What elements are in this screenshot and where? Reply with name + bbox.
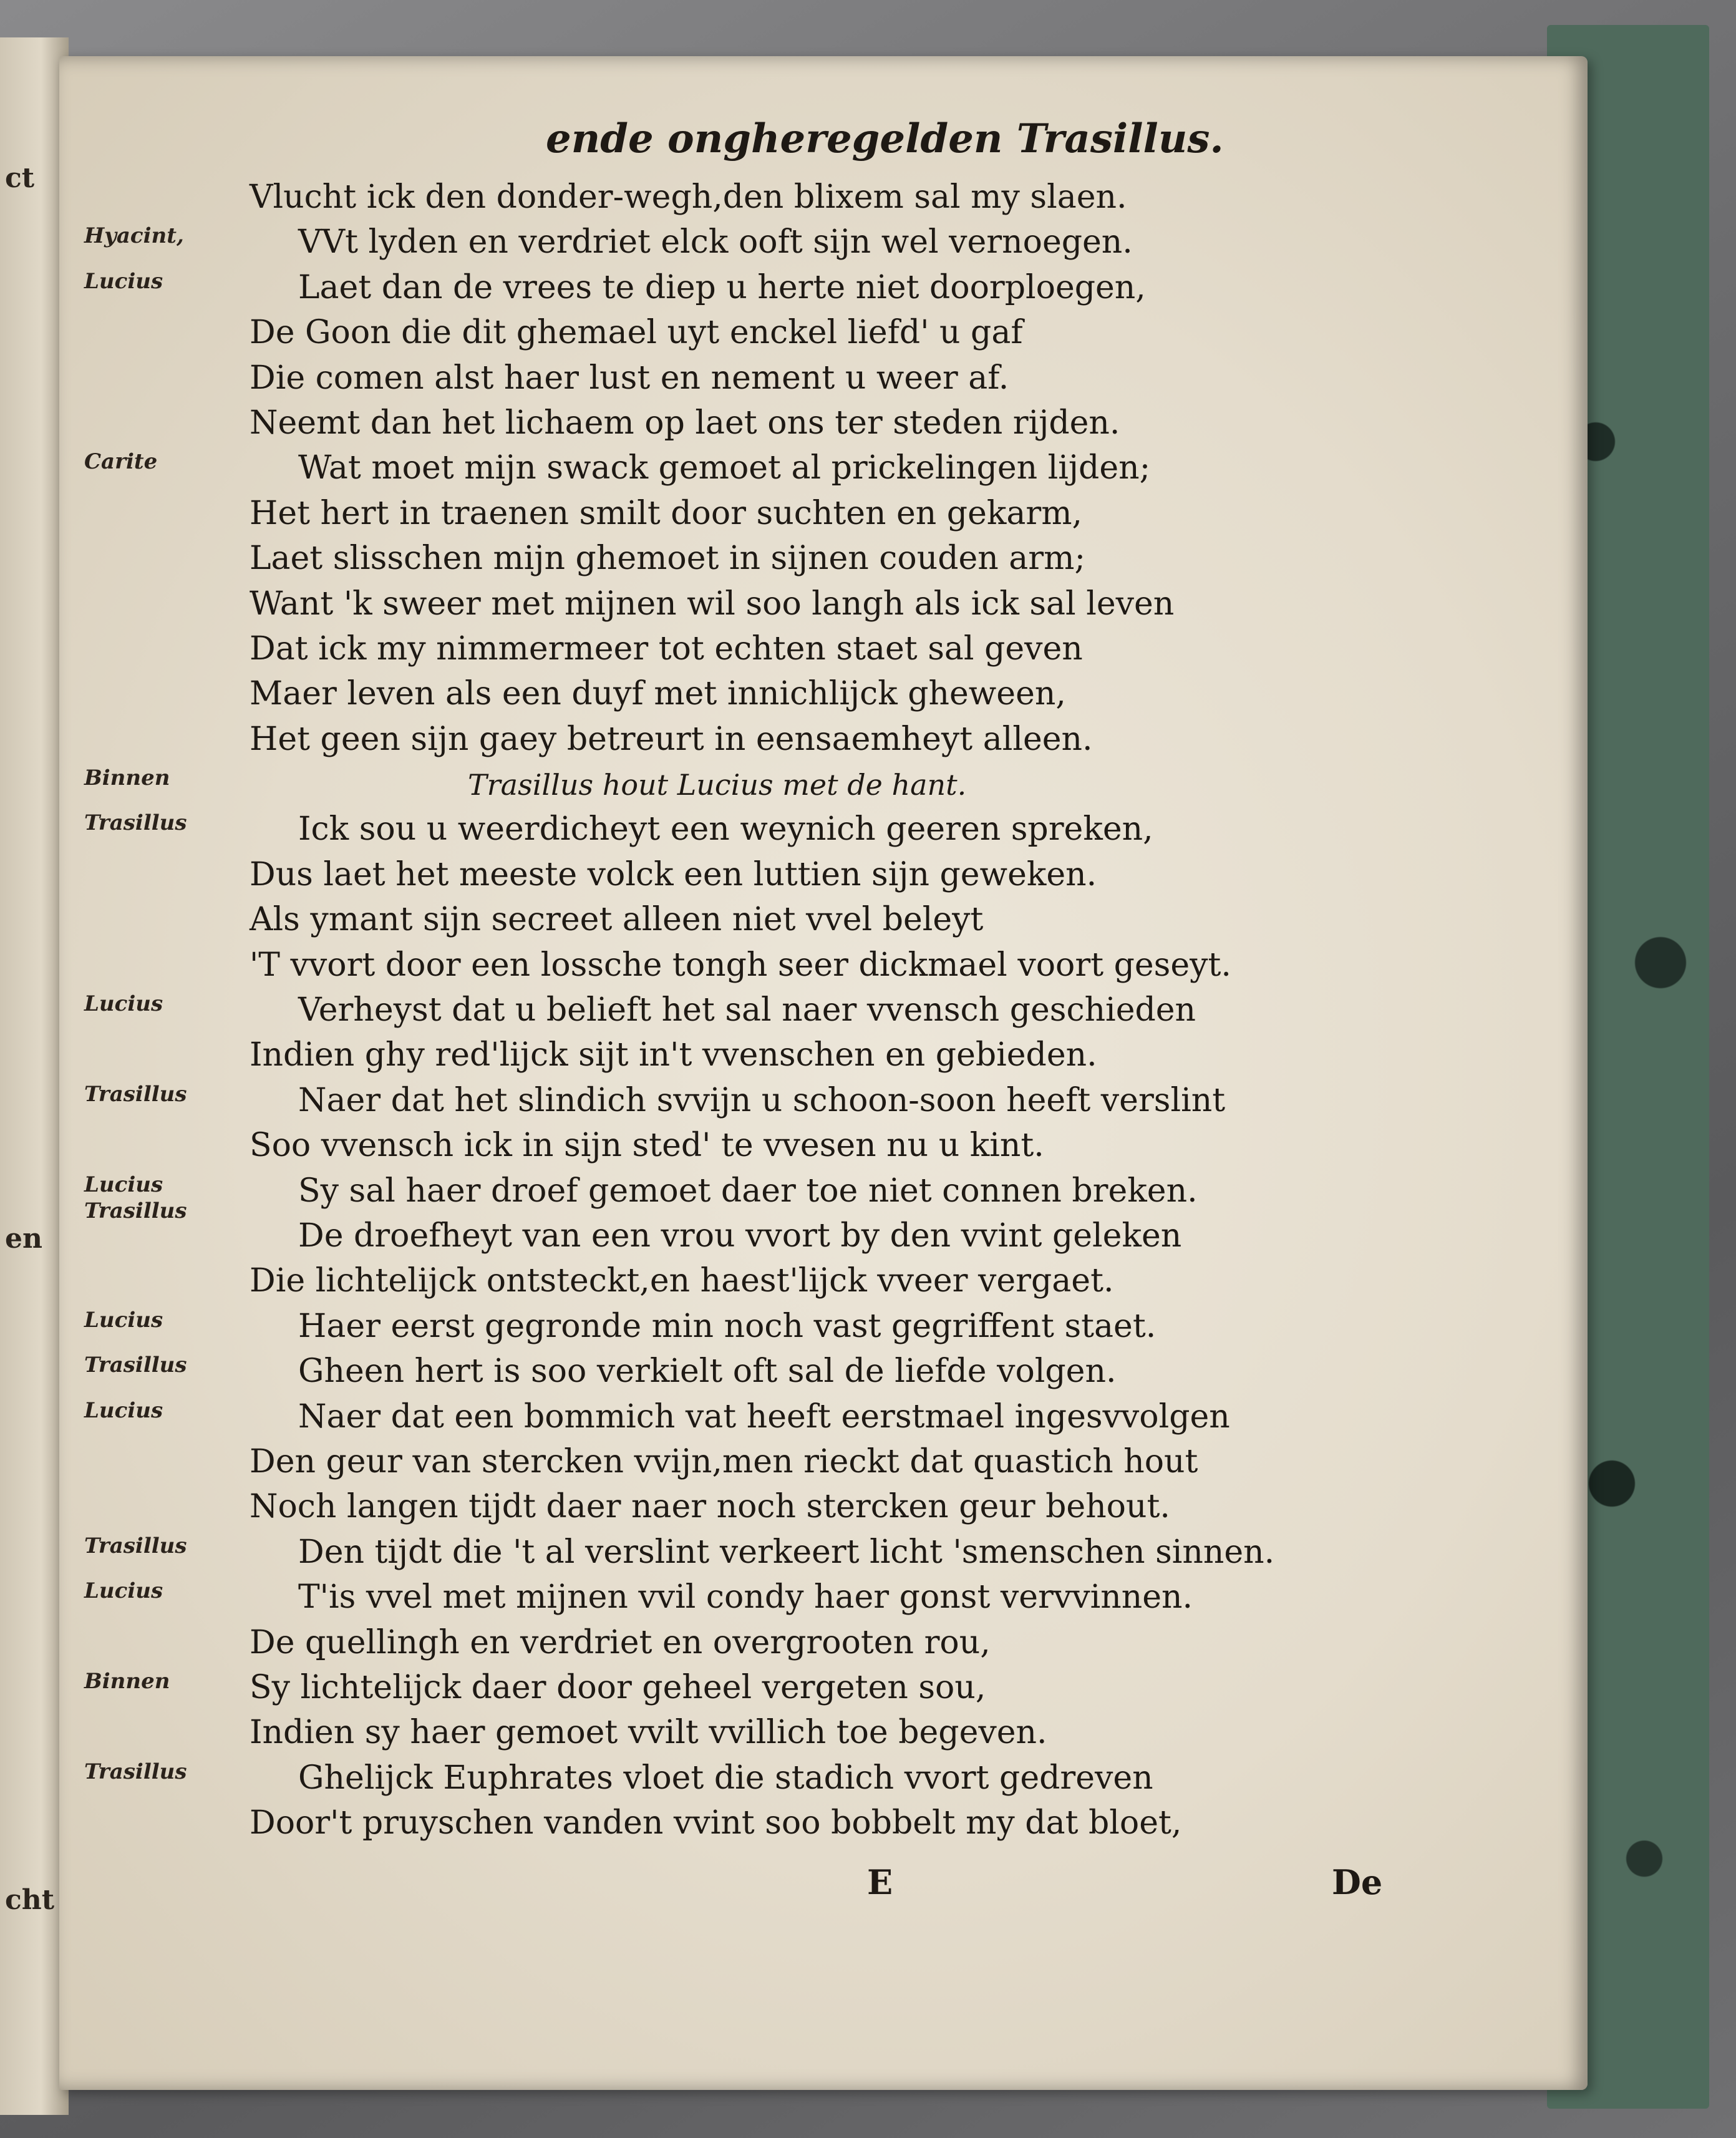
speaker-label: Trasillus	[84, 1081, 187, 1107]
speaker-label: Lucius	[84, 1172, 163, 1197]
verse-line	[250, 310, 1559, 355]
line-text: Indien ghy red'lijck sijt in't vvenschen en gebieden.	[250, 1036, 1097, 1074]
verse-line	[250, 491, 1559, 536]
verse-line	[250, 1710, 1559, 1755]
verse-line	[250, 671, 1559, 716]
verse-line	[250, 852, 1559, 897]
line-text: Die lichtelijck ontsteckt,en haest'lijck vveer vergaet.	[250, 1262, 1114, 1300]
line-text: Trasillus hout Lucius met de hant.	[468, 768, 967, 802]
line-text: Sy lichtelijck daer door geheel vergeten sou,	[250, 1668, 986, 1706]
left-page-fragment: en	[5, 1223, 42, 1255]
verse-line	[250, 1439, 1559, 1484]
speaker-label: Lucius	[84, 1578, 163, 1604]
speaker-label: Lucius	[84, 268, 163, 294]
line-text: Laet dan de vrees te diep u herte niet doorploegen,	[298, 268, 1146, 306]
line-text: Den geur van stercken vvijn,men rieckt dat quastich hout	[250, 1442, 1198, 1480]
line-text: Soo vvensch ick in sijn sted' te vvesen nu u kint.	[250, 1127, 1044, 1165]
line-text: De quellingh en verdriet en overgrooten rou,	[250, 1623, 991, 1661]
speaker-label: Trasillus	[84, 1759, 187, 1784]
line-text: Ghelijck Euphrates vloet die stadich vvort gedreven	[298, 1759, 1153, 1797]
verse-line	[84, 1530, 1559, 1575]
line-text: 'T vvort door een lossche tongh seer dickmael voort geseyt.	[250, 946, 1231, 984]
line-text: Neemt dan het lichaem op laet ons ter steden rijden.	[250, 404, 1120, 442]
speaker-label: Hyacint,	[84, 223, 184, 249]
speaker-label: Binnen	[84, 1668, 170, 1694]
speaker-label: Lucius	[84, 991, 163, 1017]
stage-direction	[84, 762, 1559, 807]
left-page-fragment: ct	[5, 162, 35, 194]
line-text: De droefheyt van een vrou vvort by den vvint geleken	[298, 1217, 1182, 1255]
line-text: Maer leven als een duyf met innichlijck gheween,	[250, 675, 1066, 713]
speaker-label: Lucius	[84, 1397, 163, 1423]
signature-mark: E	[867, 1862, 893, 1902]
verse-text	[84, 175, 1559, 1845]
line-text: Indien sy haer gemoet vvilt vvillich toe begeven.	[250, 1714, 1047, 1752]
line-text: Door't pruyschen vanden vvint soo bobbelt my dat bloet,	[250, 1804, 1182, 1842]
verse-line	[250, 175, 1559, 220]
verse-line	[250, 717, 1559, 762]
line-text: Laet slisschen mijn ghemoet in sijnen couden arm;	[250, 540, 1085, 578]
line-text: Die comen alst haer lust en nement u weer af.	[250, 359, 1009, 397]
verse-line	[250, 626, 1559, 671]
line-text: Het hert in traenen smilt door suchten en gekarm,	[250, 494, 1083, 532]
book-page	[59, 56, 1588, 2090]
line-text: Haer eerst gegronde min noch vast gegriffent staet.	[298, 1307, 1157, 1345]
verse-line	[84, 988, 1559, 1033]
line-text: De Goon die dit ghemael uyt enckel liefd' u gaf	[250, 314, 1023, 352]
speaker-label: Trasillus	[84, 810, 187, 836]
verse-line	[84, 265, 1559, 310]
verse-line	[250, 1123, 1559, 1168]
line-text: Den tijdt die 't al verslint verkeert licht 'smenschen sinnen.	[298, 1533, 1275, 1571]
line-text: Als ymant sijn secreet alleen niet vvel beleyt	[250, 901, 984, 939]
line-text: T'is vvel met mijnen vvil condy haer gonst vervvinnen.	[298, 1578, 1193, 1616]
running-head: ende ongheregelden Trasillus.	[546, 115, 1224, 162]
verse-line	[84, 1169, 1559, 1223]
verse-line	[250, 1258, 1559, 1303]
line-text: Wat moet mijn swack gemoet al prickelingen lijden;	[298, 449, 1151, 487]
verse-line	[84, 1304, 1559, 1349]
line-text: Sy sal haer droef gemoet daer toe niet connen breken.	[298, 1172, 1198, 1210]
verse-line	[84, 1756, 1559, 1800]
line-text: Dus laet het meeste volck een luttien sijn geweken.	[250, 855, 1097, 893]
verse-line	[250, 401, 1559, 445]
line-text: Gheen hert is soo verkielt oft sal de liefde volgen.	[298, 1353, 1117, 1391]
speaker-label: Trasillus	[84, 1198, 187, 1223]
line-text: Noch langen tijdt daer naer noch stercken geur behout.	[250, 1488, 1170, 1526]
line-text: Verheyst dat u belieft het sal naer vvensch geschieden	[298, 991, 1196, 1029]
verse-line	[84, 1349, 1559, 1394]
speaker-label: Carite	[84, 449, 158, 475]
verse-line	[84, 1575, 1559, 1620]
verse-line	[250, 1033, 1559, 1077]
line-text: Want 'k sweer met mijnen wil soo langh als ick sal leven	[250, 585, 1175, 623]
verse-line	[250, 356, 1559, 401]
verse-line	[250, 1620, 1559, 1665]
left-page-fragment: cht	[5, 1884, 55, 1916]
line-text: Het geen sijn gaey betreurt in eensaemheyt alleen.	[250, 720, 1093, 758]
left-page-edge	[0, 37, 69, 2115]
verse-line	[84, 445, 1559, 490]
verse-line	[250, 536, 1559, 581]
speaker-label: Binnen	[84, 765, 170, 791]
line-text: Vlucht ick den donder-wegh,den blixem sal my slaen.	[250, 178, 1127, 216]
line-text: Ick sou u weerdicheyt een weynich geeren spreken,	[298, 810, 1153, 848]
line-text: Dat ick my nimmermeer tot echten staet sal geven	[250, 629, 1083, 668]
line-text: Naer dat het slindich svvijn u schoon-soon heeft verslint	[298, 1081, 1226, 1119]
catchword: De	[1332, 1862, 1383, 1902]
verse-line	[84, 220, 1559, 265]
line-text: VVt lyden en verdriet elck ooft sijn wel vernoegen.	[298, 223, 1133, 261]
verse-line	[84, 807, 1559, 852]
speaker-label: Lucius	[84, 1307, 163, 1333]
verse-line	[250, 1213, 1559, 1258]
verse-line	[250, 581, 1559, 626]
verse-line	[250, 1484, 1559, 1529]
verse-line	[84, 1665, 1559, 1710]
verse-line	[84, 1078, 1559, 1123]
verse-line	[84, 1394, 1559, 1439]
verse-line	[250, 897, 1559, 942]
verse-line	[250, 1800, 1559, 1845]
line-text: Naer dat een bommich vat heeft eerstmael ingesvvolgen	[298, 1397, 1230, 1436]
speaker-label: Trasillus	[84, 1353, 187, 1378]
verse-line	[250, 943, 1559, 988]
speaker-label: Trasillus	[84, 1533, 187, 1558]
